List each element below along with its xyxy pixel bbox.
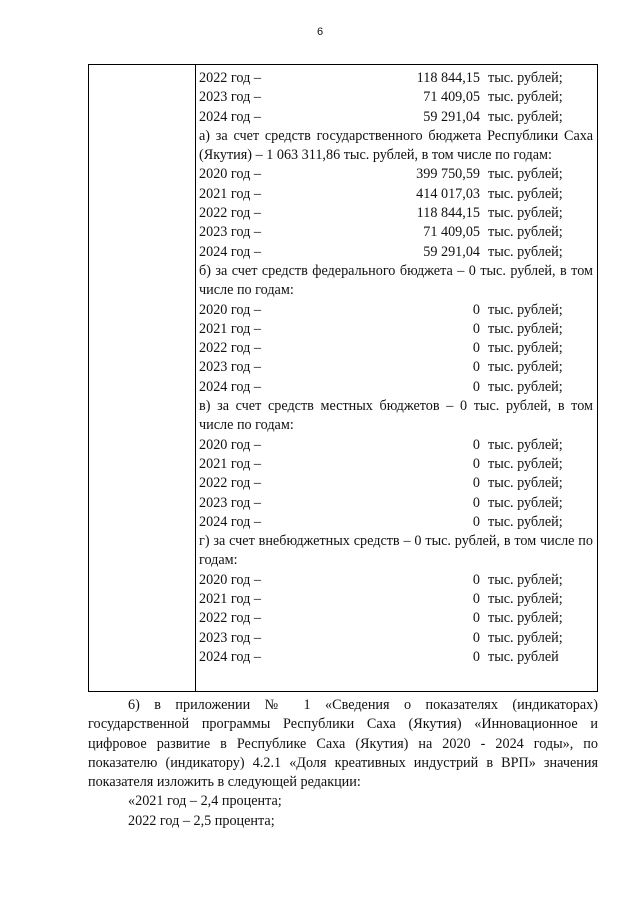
funding-year-row xyxy=(199,474,593,493)
funding-year-row xyxy=(199,648,593,667)
year-label: 2022 год – xyxy=(199,340,261,357)
unit-label: тыс. рублей; xyxy=(488,243,563,260)
amount-value: 0 xyxy=(472,301,480,318)
amount-value: 59 291,04 xyxy=(423,243,480,260)
unit-label: тыс. рублей; xyxy=(488,89,563,106)
unit-label: тыс. рублей; xyxy=(488,378,563,395)
year-label: 2022 год – xyxy=(199,475,261,492)
funding-year-row xyxy=(199,590,593,609)
page-number: 6 xyxy=(316,26,324,38)
amount-value: 0 xyxy=(472,591,480,608)
funding-source-heading: в) за счет средств местных бюджетов – 0 тыс. рублей, в том числе по годам: xyxy=(199,398,593,434)
unit-label: тыс. рублей; xyxy=(488,224,563,241)
amount-value: 0 xyxy=(472,378,480,395)
amount-value: 0 xyxy=(472,513,480,530)
unit-label: тыс. рублей; xyxy=(488,455,563,472)
funding-year-row xyxy=(199,571,593,590)
funding-year-row xyxy=(199,629,593,648)
year-label: 2023 год – xyxy=(199,224,261,241)
unit-label: тыс. рублей; xyxy=(488,108,563,125)
year-label: 2024 год – xyxy=(199,648,261,665)
year-label: 2024 год – xyxy=(199,513,261,530)
unit-label: тыс. рублей; xyxy=(488,340,563,357)
year-label: 2020 год – xyxy=(199,166,261,183)
amount-value: 0 xyxy=(472,571,480,588)
year-label: 2022 год – xyxy=(199,205,261,222)
amount-value: 0 xyxy=(472,359,480,376)
funding-year-row xyxy=(199,88,593,107)
unit-label: тыс. рублей; xyxy=(488,205,563,222)
funding-year-row xyxy=(199,243,593,262)
year-label: 2023 год – xyxy=(199,89,261,106)
funding-source-heading: б) за счет средств федерального бюджета – 0 тыс. рублей, в том числе по годам: xyxy=(199,262,593,299)
funding-year-row xyxy=(199,108,593,127)
amount-value: 0 xyxy=(472,320,480,337)
unit-label: тыс. рублей; xyxy=(488,629,563,646)
year-label: 2020 год – xyxy=(199,571,261,588)
unit-label: тыс. рублей; xyxy=(488,166,563,183)
amount-value: 0 xyxy=(472,340,480,357)
amendment-paragraph: 6) в приложении № 1 «Сведения о показателях (индикаторах) государственной программы Республики Саха (Якутия) «Инновационное и цифровое развитие в Республике Саха (Якутия) на 2020 - 2024 годы», по показателю (индикатору) 4.2.1 «Доля креативных индустрий в ВРП» значения показателя изложить в следующей редакции: xyxy=(88,697,598,791)
unit-label: тыс. рублей; xyxy=(488,475,563,492)
year-label: 2020 год – xyxy=(199,301,261,318)
unit-label: тыс. рублей; xyxy=(488,185,563,202)
value-line-2022: 2022 год – 2,5 процента; xyxy=(128,812,275,829)
amount-value: 0 xyxy=(472,610,480,627)
funding-year-row xyxy=(199,320,593,339)
column-divider xyxy=(195,65,196,691)
year-label: 2024 год – xyxy=(199,378,261,395)
year-label: 2023 год – xyxy=(199,494,261,511)
amount-value: 118 844,15 xyxy=(416,70,480,86)
amendment-text xyxy=(88,696,598,831)
funding-year-row xyxy=(199,455,593,474)
year-label: 2023 год – xyxy=(199,359,261,376)
year-label: 2021 год – xyxy=(199,320,261,337)
funding-year-row xyxy=(199,301,593,320)
amount-value: 0 xyxy=(472,494,480,511)
amount-value: 0 xyxy=(472,629,480,646)
amount-value: 71 409,05 xyxy=(423,89,480,106)
unit-label: тыс. рублей; xyxy=(488,70,563,86)
unit-label: тыс. рублей; xyxy=(488,320,563,337)
unit-label: тыс. рублей; xyxy=(488,571,563,588)
amount-value: 118 844,15 xyxy=(416,205,480,222)
funding-year-row xyxy=(199,358,593,377)
funding-year-row xyxy=(199,494,593,513)
funding-year-row xyxy=(199,609,593,628)
funding-year-row xyxy=(199,69,593,88)
unit-label: тыс. рублей; xyxy=(488,301,563,318)
unit-label: тыс. рублей; xyxy=(488,494,563,511)
funding-year-row xyxy=(199,339,593,358)
amount-value: 399 750,59 xyxy=(416,166,480,183)
unit-label: тыс. рублей; xyxy=(488,436,563,453)
amount-value: 0 xyxy=(472,455,480,472)
year-label: 2022 год – xyxy=(199,70,261,86)
funding-source-heading: г) за счет внебюджетных средств – 0 тыс. рублей, в том числе по годам: xyxy=(199,533,593,569)
year-label: 2024 год – xyxy=(199,243,261,260)
amount-value: 71 409,05 xyxy=(423,224,480,241)
funding-year-row xyxy=(199,513,593,532)
amount-value: 0 xyxy=(472,648,480,665)
unit-label: тыс. рублей xyxy=(488,648,559,665)
amount-value: 0 xyxy=(472,475,480,492)
funding-source-heading: а) за счет средств государственного бюджета Республики Саха (Якутия) – 1 063 311,86 тыс. рублей, в том числе по годам: xyxy=(199,127,593,164)
funding-details-cell xyxy=(199,69,593,667)
unit-label: тыс. рублей; xyxy=(488,359,563,376)
funding-year-row xyxy=(199,223,593,242)
amount-value: 59 291,04 xyxy=(423,108,480,125)
year-label: 2021 год – xyxy=(199,455,261,472)
funding-year-row xyxy=(199,204,593,223)
amount-value: 414 017,03 xyxy=(416,185,480,202)
unit-label: тыс. рублей; xyxy=(488,591,563,608)
unit-label: тыс. рублей; xyxy=(488,513,563,530)
funding-year-row xyxy=(199,436,593,455)
funding-year-row xyxy=(199,378,593,397)
year-label: 2021 год – xyxy=(199,185,261,202)
funding-year-row xyxy=(199,185,593,204)
amount-value: 0 xyxy=(472,436,480,453)
year-label: 2020 год – xyxy=(199,436,261,453)
funding-table xyxy=(88,64,598,692)
year-label: 2021 год – xyxy=(199,591,261,608)
funding-year-row xyxy=(199,165,593,184)
year-label: 2023 год – xyxy=(199,629,261,646)
year-label: 2024 год – xyxy=(199,108,261,125)
value-line-2021: «2021 год – 2,4 процента; xyxy=(128,793,282,810)
year-label: 2022 год – xyxy=(199,610,261,627)
unit-label: тыс. рублей; xyxy=(488,610,563,627)
